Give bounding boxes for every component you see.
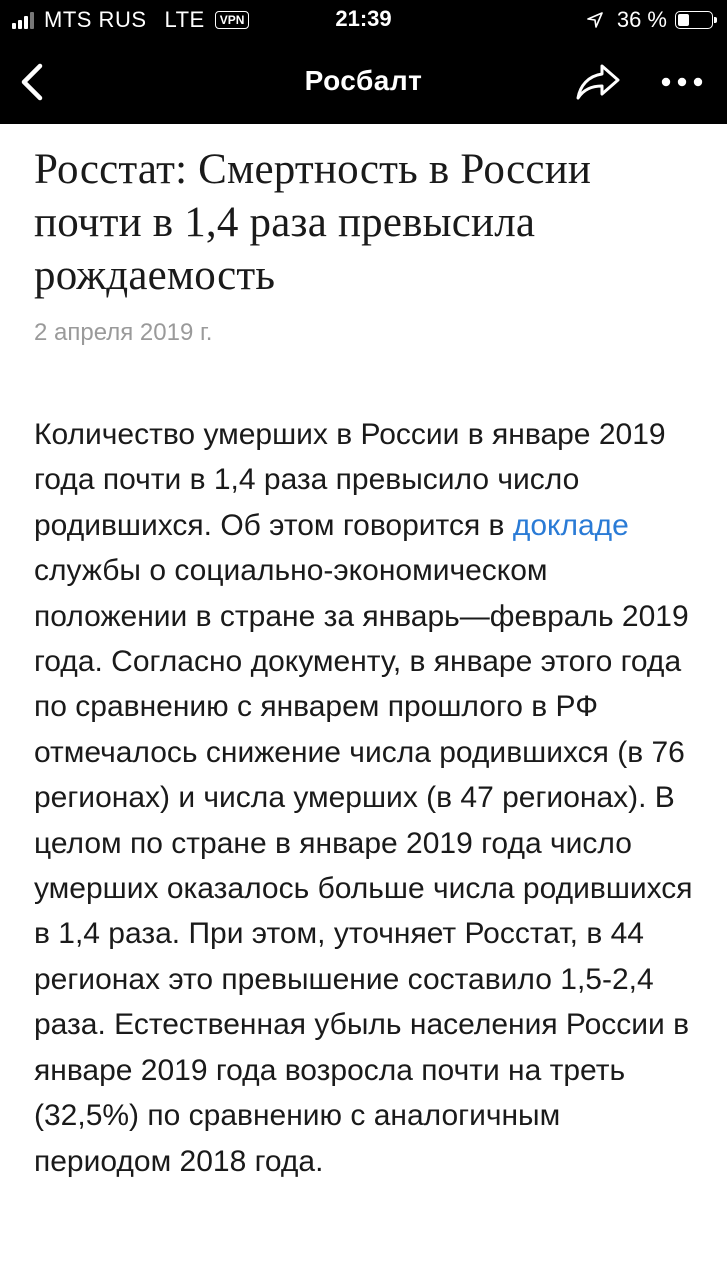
article-headline: Росстат: Смертность в России почти в 1,4 раза превысила рождаемость [34,146,592,299]
battery-percent: 36 % [616,7,667,32]
location-arrow-icon [587,12,603,28]
share-button[interactable] [574,60,624,104]
network-type: LTE [164,7,205,32]
nav-title: Росбалт [304,65,423,96]
battery-icon [675,11,713,29]
more-button[interactable] [654,62,710,102]
status-right [587,7,713,33]
article-date: 2 апреля 2019 г. [34,319,213,346]
article [34,124,694,1184]
share-icon [574,60,624,104]
status-time: 21:39 [335,6,392,31]
body-text-rest: службы о социально-экономическом положении в стране за январь—февраль 2019 года. Согласно документу, в январе этого года по сравнению с январем прошлого в РФ отмечалось снижение числа родившихся (в 76 регионах) и числа умерших (в 47 регионах). В целом по стране в январе 2019 года число умерших оказалось больше числа родившихся в 1,4 раза. При этом, уточняет Росстат, в 44 регионах это превышение составило 1,5-2,4 раза. Естественная убыль населения России в январе 2019 года возросла почти на треть (32,5%) по сравнению с аналогичным периодом 2018 года. [34,554,693,1178]
article-body [34,412,694,1184]
more-dots-icon [654,62,710,102]
status-bar [0,0,727,40]
body-text-start: Количество умерших в России в январе 2019 года почти в 1,4 раза превысило число родившихся. Об этом говорится в [34,418,666,542]
vpn-badge: VPN [215,11,250,29]
battery-fill [678,14,689,26]
navigation-bar [0,40,727,124]
report-link[interactable]: докладе [512,508,629,542]
carrier-name: MTS RUS [44,7,147,32]
